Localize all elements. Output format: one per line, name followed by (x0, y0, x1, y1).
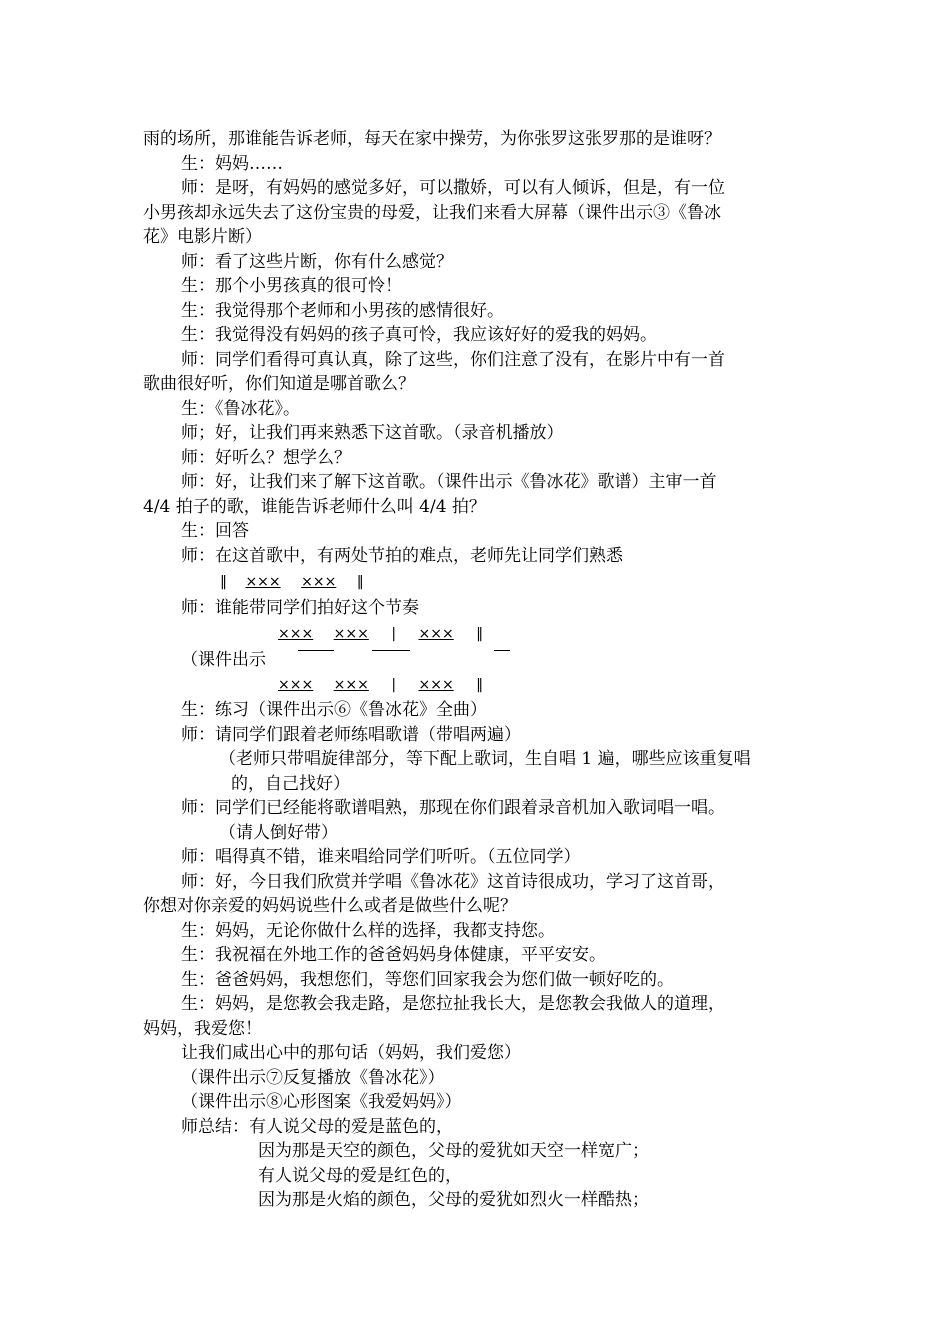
text-line: （课件出示 (181, 650, 266, 670)
text-line: 师：请同学们跟着老师练唱歌谱（带唱两遍） (181, 725, 521, 745)
text-line: 生：我祝福在外地工作的爸爸妈妈身体健康，平平安安。 (181, 945, 606, 965)
text-line: 因为那是天空的颜色，父母的爱犹如天空一样宽广； (258, 1141, 649, 1161)
bar-symbol: | (391, 626, 397, 642)
text-line: 的，自己找好） (231, 774, 350, 794)
text-line: 生：那个小男孩真的很可怜！ (181, 276, 402, 296)
text-line: 生：回答 (181, 521, 249, 541)
text-line: 师：同学们已经能将歌谱唱熟，那现在你们跟着录音机加入歌词唱一唱。 (181, 798, 725, 818)
rhythm-group: ××× (418, 626, 454, 642)
text-line: 师：同学们看得可真认真，除了这些，你们注意了没有，在影片中有一首 (181, 350, 725, 370)
rhythm-group: ××× (333, 677, 369, 693)
text-line: 师：好听么？想学么？ (181, 448, 351, 468)
rhythm-group: ××× (278, 626, 314, 642)
text-line: 师：谁能带同学们拍好这个节奏 (181, 598, 419, 618)
rhythm-group: ××× (278, 677, 314, 693)
beam-line (372, 650, 410, 651)
beam-line (298, 650, 334, 651)
bar-symbol: | (391, 677, 397, 693)
text-line: 生：妈妈…… (181, 154, 283, 174)
text-line: 师：看了这些片断，你有什么感觉？ (181, 252, 453, 272)
text-line: 生：练习（课件出示⑥《鲁冰花》全曲） (181, 700, 487, 720)
text-line: 小男孩却永远失去了这份宝贵的母爱，让我们来看大屏幕（课件出示③《鲁冰 (143, 203, 721, 223)
rhythm-group: ××× (333, 626, 369, 642)
text-line: 生：我觉得那个老师和小男孩的感情很好。 (181, 301, 504, 321)
barline-symbol: ‖ (356, 574, 364, 590)
text-line: 生：《鲁冰花》。 (181, 399, 300, 419)
text-line: 花》电影片断） (143, 227, 262, 247)
text-line: 师：是呀，有妈妈的感觉多好，可以撒娇，可以有人倾诉，但是，有一位 (181, 178, 725, 198)
text-line: 有人说父母的爱是红色的， (258, 1166, 462, 1186)
rhythm-row (220, 572, 364, 592)
rhythm-row (278, 675, 483, 695)
text-line: 师：唱得真不错，谁来唱给同学们听听。（五位同学） (181, 847, 581, 867)
text-line: （课件出示⑧心形图案《我爱妈妈》） (181, 1092, 462, 1112)
text-line: 师：好，让我们来了解下这首歌。（课件出示《鲁冰花》歌谱）主审一首 (181, 472, 717, 492)
barline-symbol: ‖ (220, 574, 227, 590)
text-line: 生：我觉得没有妈妈的孩子真可怜，我应该好好的爱我的妈妈。 (181, 325, 657, 345)
barline-symbol: ‖ (476, 626, 484, 642)
rhythm-group: ××× (301, 574, 337, 590)
text-line: 生：妈妈，无论你做什么样的选择，我都支持您。 (181, 921, 555, 941)
text-line: 生：爸爸妈妈，我想您们，等您们回家我会为您们做一顿好吃的。 (181, 970, 674, 990)
text-line: （课件出示⑦反复播放《鲁冰花》） (181, 1068, 445, 1088)
text-line: 妈妈，我爱您！ (143, 1019, 262, 1039)
text-line: 雨的场所，那谁能告诉老师，每天在家中操劳，为你张罗这张罗那的是谁呀？ (143, 129, 721, 149)
text-line: （老师只带唱旋律部分，等下配上歌词，生自唱 1 遍，哪些应该重复唱 (219, 749, 751, 769)
rhythm-row (278, 624, 483, 644)
text-line: 4/4 拍子的歌，谁能告诉老师什么叫 4/4 拍？ (143, 497, 486, 517)
rhythm-group: ××× (418, 677, 454, 693)
text-line: 生：妈妈，是您教会我走路，是您拉扯我长大，是您教会我做人的道理， (181, 994, 725, 1014)
barline-symbol: ‖ (476, 677, 484, 693)
text-line: （请人倒好带） (219, 823, 338, 843)
text-line: 师：好，今日我们欣赏并学唱《鲁冰花》这首诗很成功，学习了这首哥， (181, 872, 725, 892)
text-line: 让我们咸出心中的那句话（妈妈，我们爱您） (181, 1043, 521, 1063)
text-line: 师：在这首歌中，有两处节拍的难点，老师先让同学们熟悉 (181, 546, 623, 566)
text-line: 师；好，让我们再来熟悉下这首歌。（录音机播放） (181, 423, 564, 443)
text-line: 师总结：有人说父母的爱是蓝色的， (181, 1117, 453, 1137)
text-line: 因为那是火焰的颜色，父母的爱犹如烈火一样酷热； (258, 1190, 649, 1210)
text-line: 你想对你亲爱的妈妈说些什么或者是做些什么呢？ (143, 896, 517, 916)
text-line: 歌曲很好听，你们知道是哪首歌么？ (143, 374, 415, 394)
beam-line (494, 650, 510, 651)
rhythm-group: ××× (245, 574, 281, 590)
